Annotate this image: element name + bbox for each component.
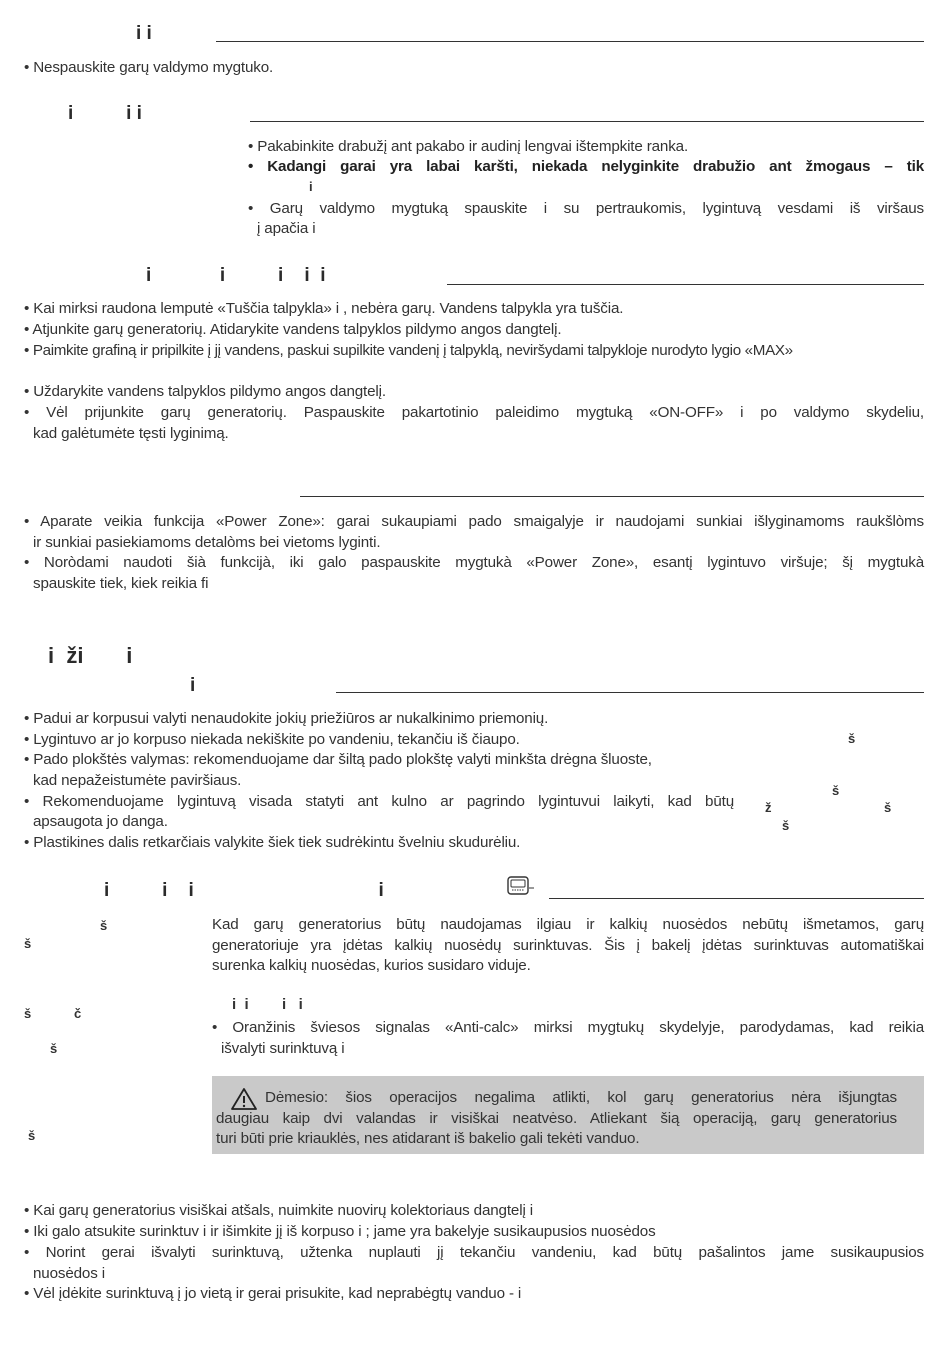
paragraph: • Uždarykite vandens talpyklos pildymo angos dangtelį.: [24, 383, 386, 400]
section-heading-2: i i i: [68, 103, 142, 124]
fragment: i: [309, 179, 313, 194]
paragraph: • Aparate veikia funkcija «Power Zone»: garai sukaupiami pado smaigalyje ir naudojami sunkiai išlyginamoms raukšlòms: [24, 513, 924, 530]
subheading: i i i i: [232, 996, 303, 1013]
side-fragment: ž: [765, 800, 772, 815]
paragraph: kad galėtumėte tęsti lyginimą.: [33, 425, 229, 442]
heading-rule-3: [447, 284, 924, 285]
paragraph: • Padui ar korpusui valyti nenaudokite jokių priežiūros ar nukalkinimo priemonių.: [24, 710, 549, 727]
paragraph: • Oranžinis šviesos signalas «Anti-calc» mirksi mygtukų skydelyje, parodydamas, kad reikia: [212, 1019, 924, 1036]
paragraph: kad nepažeistumėte paviršiaus.: [33, 772, 242, 789]
left-fragment: š: [24, 936, 32, 951]
paragraph: • Norint gerai išvalyti surinktuvą, užtenka nuplauti jį tekančiu vandeniu, kad būtų pašalintos jame susikaupusios: [24, 1244, 924, 1261]
paragraph: • Kai mirksi raudona lemputė «Tuščia talpykla» i , nebėra garų. Vandens talpykla yra tuščia.: [24, 300, 624, 317]
paragraph: • Iki galo atsukite surinktuv i ir išimkite jį iš korpuso i ; jame yra bakelyje susikaupusios nuosėdos: [24, 1223, 656, 1240]
paragraph: • Lygintuvo ar jo korpuso niekada nekiškite po vandeniu, tekančiu iš čiaupo.: [24, 731, 520, 748]
heading-rule-2: [250, 121, 924, 122]
paragraph: surenka kalkių nuosėdas, kurios susidaro viduje.: [212, 957, 531, 974]
heading-rule-5: [336, 692, 924, 693]
section-heading-3: i i i i i: [146, 265, 326, 286]
side-fragment: š: [848, 731, 856, 746]
paragraph: • Atjunkite garų generatorių. Atidarykite vandens talpyklos pildymo angos dangtelį.: [24, 321, 562, 338]
section-subheading-5: i: [190, 675, 196, 696]
left-fragment: š: [50, 1041, 58, 1056]
paragraph: spauskite tiek, kiek reikia fi: [33, 575, 209, 592]
left-fragment: š: [100, 918, 108, 933]
warning-text: turi būti prie kriauklės, nes atidarant iš bakelio gali tekėti vanduo.: [216, 1130, 640, 1147]
paragraph: • Plastikines dalis retkarčiais valykite šiek tiek sudrėkintu švelniu skudurėliu.: [24, 834, 521, 851]
paragraph: į apačia i: [257, 220, 316, 237]
left-fragment: š: [28, 1128, 36, 1143]
paragraph: • Noròdami naudoti šià funkcijà, iki galo paspauskite mygtukà «Power Zone», esantį lygintuvo viršuje; šį mygtukà: [24, 554, 924, 571]
left-fragment: č: [74, 1006, 82, 1021]
paragraph: nuosėdos i: [33, 1265, 105, 1282]
paragraph: Kad garų generatorius būtų naudojamas ilgiau ir kalkių nuosėdos nebūtų išmetamos, garų: [212, 916, 924, 933]
paragraph: ir sunkiai pasiekiamoms detalòms bei vietoms lyginti.: [33, 534, 381, 551]
heading-rule-6: [549, 898, 924, 899]
section-heading-1: i i: [136, 23, 152, 44]
side-fragment: š: [832, 783, 840, 798]
paragraph-bold: • Kadangi garai yra labai karšti, niekada nelyginkite drabužio ant žmogaus – tik: [248, 158, 924, 175]
paragraph: • Garų valdymo mygtuką spauskite i su pertraukomis, lygintuvą vesdami iš viršaus: [248, 200, 924, 217]
warning-text: Dėmesio: šios operacijos negalima atlikti, kol garų generatorius nėra išjungtas: [265, 1089, 897, 1106]
section-heading-6: i i i i: [104, 880, 384, 901]
side-fragment: š: [884, 800, 892, 815]
warning-text: daugiau kaip dvi valandas ir visiškai neatvėso. Atliekant šią operaciją, garų generatorius: [216, 1110, 897, 1127]
paragraph: generatoriuje yra įdėtas kalkių nuosėdų surinktuvas. Šis į bakelį įdėtas surinktuvas automatiškai: [212, 937, 924, 954]
paragraph: • Kai garų generatorius visiškai atšals, nuimkite nuovirų kolektoriaus dangtelį i: [24, 1202, 533, 1219]
paragraph: • Pado plokštės valymas: rekomenduojame dar šiltą pado plokštę valyti minkšta drėgna šluoste,: [24, 751, 652, 768]
heading-rule-4: [300, 496, 924, 497]
paragraph: • Nespauskite garų valdymo mygtuko.: [24, 59, 274, 76]
paragraph: • Vėl prijunkite garų generatorių. Paspauskite pakartotinio paleidimo mygtuką «ON-OFF» i po valdymo skydeliu,: [24, 404, 924, 421]
paragraph: apsaugota jo danga.: [33, 813, 168, 830]
side-fragment: š: [782, 818, 790, 833]
paragraph: • Pakabinkite drabužį ant pakabo ir audinį lengvai ištempkite ranka.: [248, 138, 689, 155]
paragraph: • Vėl įdėkite surinktuvą į jo vietą ir gerai prisukite, kad neprabėgtų vanduo - i: [24, 1285, 522, 1302]
left-fragment: š: [24, 1006, 32, 1021]
paragraph: • Paimkite grafiną ir pripilkite į jį vandens, paskui supilkite vandenį į talpyklą, neviršydami talpykloje nurodyto lygio «MAX»: [24, 342, 793, 359]
section-heading-5: i ži i: [48, 643, 133, 668]
paragraph: • Rekomenduojame lygintuvą visada statyti ant kulno ar pagrindo lygintuvui laikyti, kad būtų: [24, 793, 734, 810]
heading-rule-1: [216, 41, 924, 42]
paragraph: išvalyti surinktuvą i: [221, 1040, 345, 1057]
anti-calc-button-icon: [506, 874, 536, 900]
